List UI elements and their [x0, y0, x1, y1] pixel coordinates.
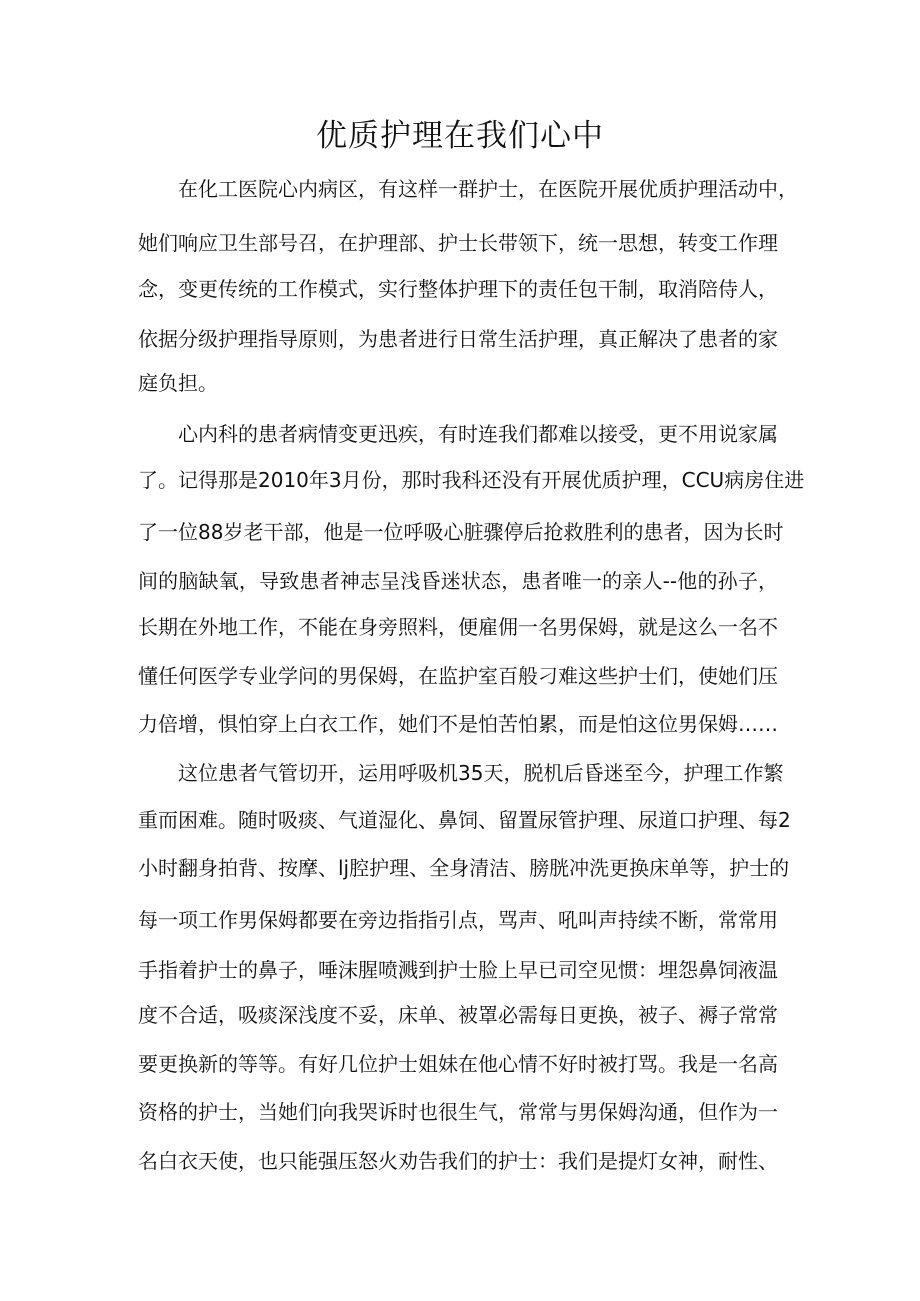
paragraph-line: 她们响应卫生部号召，在护理部、护士长带领下，统一思想，转变工作理: [138, 231, 778, 255]
paragraph-line: 庭负担。: [138, 371, 218, 395]
paragraph-line: 间的脑缺氧，导致患者神志呈浅昏迷状态，患者唯一的亲人--他的孙子，: [138, 569, 778, 593]
paragraph-line: 这位患者气管切开，运用呼吸机35天，脱机后昏迷至今，护理工作繁: [178, 761, 784, 785]
paragraph-line: 小时翻身拍背、按摩、lj腔护理、全身清洁、膀胱冲洗更换床单等，护士的: [138, 856, 790, 880]
paragraph-line: 了一位88岁老干部，他是一位呼吸心脏骤停后抢救胜利的患者，因为长时: [138, 520, 784, 544]
paragraph-line: 度不合适，吸痰深浅度不妥，床单、被罩必需每日更换，被子、褥子常常: [138, 1003, 778, 1027]
paragraph-line: 重而困难。随时吸痰、气道湿化、鼻饲、留置尿管护理、尿道口护理、每2: [138, 808, 791, 832]
paragraph-line: 了。记得那是2010年3月份，那时我科还没有开展优质护理，CCU病房住进: [138, 468, 805, 492]
document-title: 优质护理在我们心中: [316, 118, 604, 154]
paragraph-line: 依据分级护理指导原则，为患者进行日常生活护理，真正解决了患者的家: [138, 327, 778, 351]
paragraph-line: 长期在外地工作，不能在身旁照料，便雇佣一名男保姆，就是这么一名不: [138, 615, 778, 639]
paragraph-line: 心内科的患者病情变更迅疾，有时连我们都难以接受，更不用说家属: [178, 422, 778, 446]
paragraph-line: 每一项工作男保姆都要在旁边指指引点，骂声、吼叫声持续不断，常常用: [138, 908, 778, 932]
paragraph-line: 念，变更传统的工作模式，实行整体护理下的责任包干制，取消陪侍人，: [138, 277, 778, 301]
paragraph-line: 要更换新的等等。有好几位护士姐妹在他心情不好时被打骂。我是一名高: [138, 1052, 778, 1076]
paragraph-line: 力倍增，惧怕穿上白衣工作，她们不是怕苦怕累，而是怕这位男保姆……: [138, 712, 778, 736]
paragraph-line: 资格的护士，当她们向我哭诉时也很生气，常常与男保姆沟通，但作为一: [138, 1100, 778, 1124]
paragraph-line: 名白衣天使，也只能强压怒火劝告我们的护士：我们是提灯女神，耐性、: [138, 1149, 778, 1173]
paragraph-line: 在化工医院心内病区，有这样一群护士，在医院开展优质护理活动中，: [178, 177, 798, 201]
paragraph-line: 懂任何医学专业学问的男保姆，在监护室百般刁难这些护士们，使她们压: [138, 664, 778, 688]
paragraph-line: 手指着护士的鼻子，唾沫腥喷溅到护士脸上早已司空见惯：埋怨鼻饲液温: [138, 958, 778, 982]
